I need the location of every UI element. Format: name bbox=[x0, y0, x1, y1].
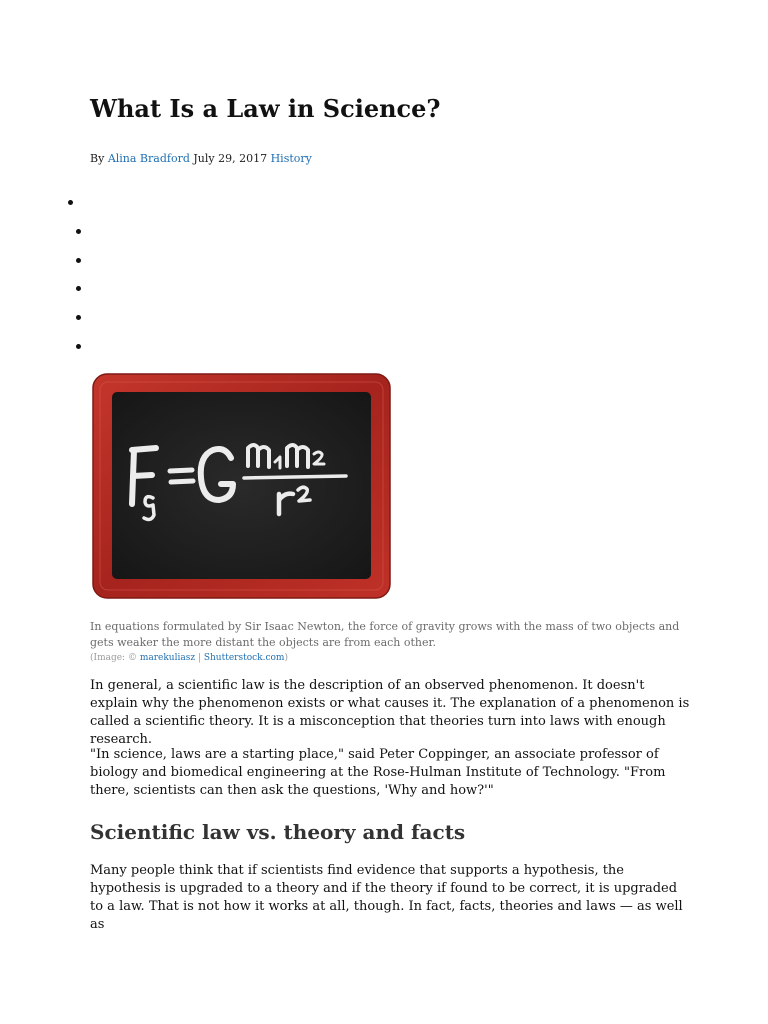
paragraph-intro: In general, a scientific law is the description of an observed phenomenon. It doesn't explain why the phenomenon exists or what causes it. The explanation of a phenomenon is called a scientific theory. It is a misconception that theories turn into laws with enough research. bbox=[90, 678, 690, 747]
share-list-item[interactable] bbox=[68, 200, 73, 205]
chalkboard-image bbox=[90, 370, 393, 602]
share-list-item[interactable] bbox=[76, 258, 81, 263]
credit-author-link[interactable]: marekuliasz bbox=[139, 653, 196, 663]
credit-prefix: (Image: © bbox=[90, 653, 140, 663]
credit-source-link[interactable]: Shutterstock.com bbox=[203, 653, 285, 663]
credit-separator: | bbox=[195, 653, 204, 663]
author-link[interactable]: Alina Bradford bbox=[107, 152, 190, 165]
share-list-item[interactable] bbox=[76, 344, 81, 349]
image-credit bbox=[90, 652, 288, 665]
image-caption: In equations formulated by Sir Isaac Newton, the force of gravity grows with the mass of two objects and gets weaker the more distant the objects are from each other. bbox=[90, 620, 680, 649]
article-title: What Is a Law in Science? bbox=[90, 94, 441, 123]
article-image bbox=[90, 370, 393, 602]
category-link[interactable]: History bbox=[270, 152, 312, 165]
share-list-item[interactable] bbox=[76, 286, 81, 291]
paragraph-section: Many people think that if scientists find evidence that supports a hypothesis, the hypothesis is upgraded to a theory and if the theory if found to be correct, it is upgraded to a law. That is not how it works at all, though. In fact, facts, theories and laws — as well as bbox=[90, 863, 683, 932]
publish-date: July 29, 2017 bbox=[193, 152, 268, 165]
byline bbox=[90, 151, 312, 167]
share-list-item[interactable] bbox=[76, 229, 81, 234]
byline-prefix: By bbox=[90, 152, 105, 165]
paragraph-quote: "In science, laws are a starting place," said Peter Coppinger, an associate professor of biology and biomedical engineering at the Rose-Hulman Institute of Technology. "From there, scientists can then ask the questions, 'Why and how?'" bbox=[90, 747, 666, 798]
credit-suffix: ) bbox=[284, 653, 288, 663]
section-heading: Scientific law vs. theory and facts bbox=[90, 820, 466, 844]
share-list-item[interactable] bbox=[76, 315, 81, 320]
